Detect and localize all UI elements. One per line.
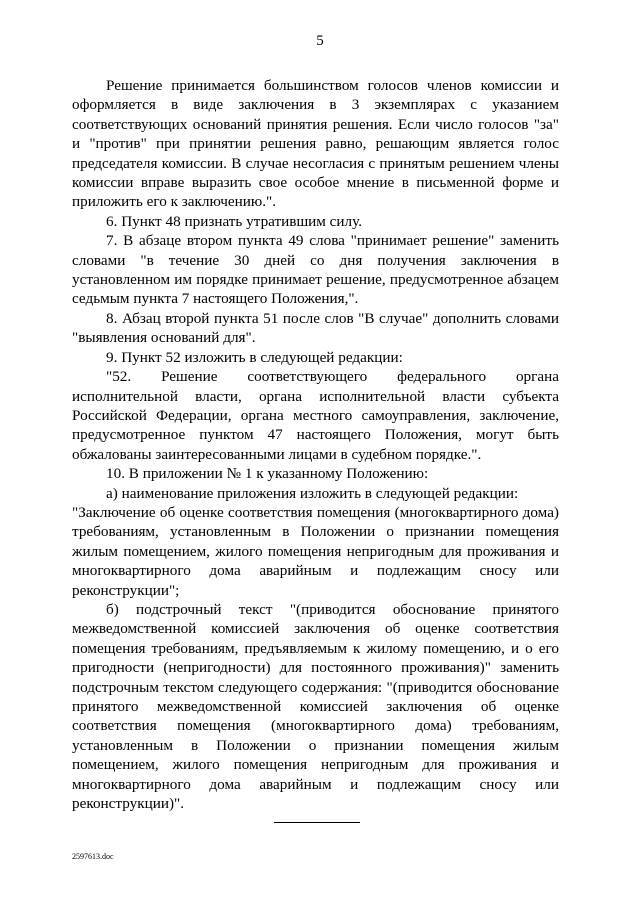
paragraph: б) подстрочный текст "(приводится обоснование принятого межведомственной комиссией заключения об оценке соответствия помещения требованиям, предъявляемым к жилому помещению, и о его пригодности (непригодности) для постоянного проживания)" заменить подстрочным текстом следующего содержания: "(приводится обоснование принятого межведомственной комиссией заключения об оценке соответствия помещения (многоквартирного дома) требованиям, установленным в Положении о признании помещения жилым помещением, жилого помещения непригодным для проживания и многоквартирного дома аварийным и подлежащим сносу или реконструкции)". bbox=[72, 600, 559, 813]
paragraph: "Заключение об оценке соответствия помещения (многоквартирного дома) требованиям, установленным в Положении о признании помещения жилым помещением, жилого помещения непригодным для проживания и многоквартирного дома аварийным и подлежащим сносу или реконструкции"; bbox=[72, 503, 559, 599]
paragraph: 8. Абзац второй пункта 51 после слов "В случае" дополнить словами "выявления оснований для". bbox=[72, 309, 559, 347]
paragraph: 7. В абзаце втором пункта 49 слова "принимает решение" заменить словами "в течение 30 дней со дня получения заключения в установленном им порядке принимает решение, предусмотренное абзацем седьмым пункта 7 настоящего Положения,". bbox=[72, 232, 559, 308]
document-body bbox=[72, 76, 559, 813]
paragraph: 10. В приложении № 1 к указанному Положению: bbox=[106, 465, 429, 483]
page-number: 5 bbox=[316, 33, 324, 49]
end-of-text-rule bbox=[274, 822, 360, 823]
paragraph: 6. Пункт 48 признать утратившим силу. bbox=[106, 212, 362, 230]
paragraph: а) наименование приложения изложить в следующей редакции: bbox=[106, 484, 519, 502]
document-file-id: 2597613.doc bbox=[72, 852, 114, 861]
paragraph: "52. Решение соответствующего федерального органа исполнительной власти, органа исполнительной власти субъекта Российской Федерации, органа местного самоуправления, заключение, предусмотренное пунктом 47 настоящего Положения, могут быть обжалованы заинтересованными лицами в судебном порядке.". bbox=[72, 368, 559, 463]
paragraph: 9. Пункт 52 изложить в следующей редакции: bbox=[106, 348, 403, 366]
paragraph: Решение принимается большинством голосов членов комиссии и оформляется в виде заключения в 3 экземплярах с указанием соответствующих оснований принятия решения. Если число голосов "за" и "против" при принятии решения равно, решающим является голос председателя комиссии. В случае несогласия с принятым решением члены комиссии вправе выразить свое особое мнение в письменной форме и приложить его к заключению.". bbox=[72, 77, 559, 211]
